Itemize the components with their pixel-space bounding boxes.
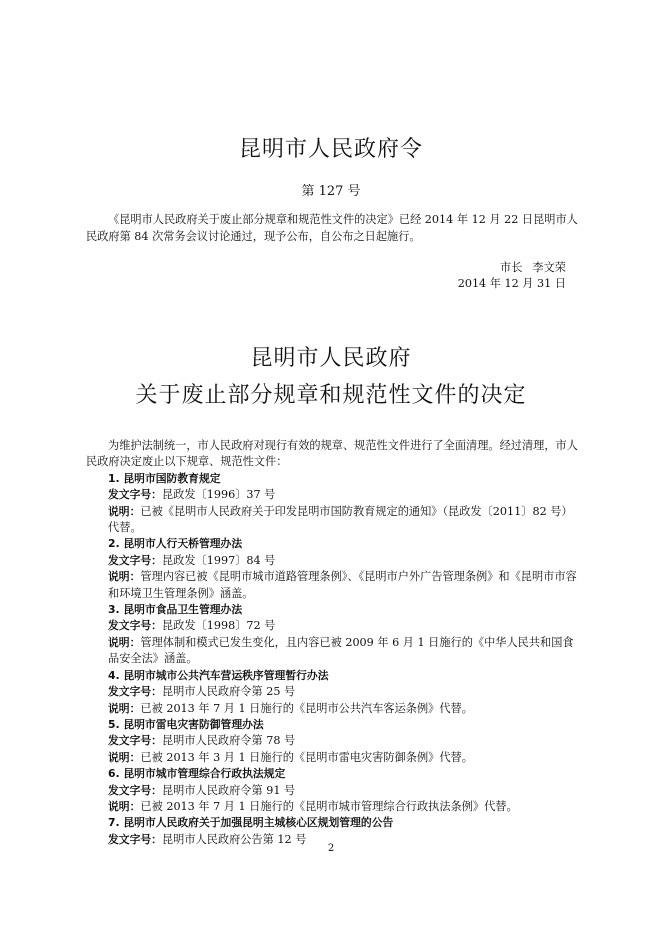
decision-title-line-1: 昆明市人民政府 (250, 346, 412, 371)
note-value: 已被 2013 年 7 月 1 日施行的《昆明市城市管理综合行政执法条例》代替。 (140, 799, 518, 813)
doc-number-value: 昆政发〔1996〕37 号 (161, 488, 276, 502)
item-doc-number (86, 618, 580, 634)
note-value: 已被《昆明市人民政府关于印发昆明市国防教育规定的通知》（昆政发〔2011〕82 号）代替。 (108, 504, 573, 535)
note-value: 管理内容已被《昆明市城市道路管理条例》、《昆明市户外广告管理条例》和《昆明市市容和环境卫生管理条例》涵盖。 (108, 570, 577, 600)
item-doc-number (86, 684, 580, 700)
note-label: 说明： (108, 635, 141, 649)
doc-label: 发文字号： (108, 488, 162, 502)
signature (500, 259, 566, 276)
order-title: 昆明市人民政府令 (238, 137, 423, 162)
doc-label: 发文字号： (108, 783, 162, 797)
item-doc-number (86, 733, 580, 749)
note-label: 说明： (108, 799, 141, 813)
order-date: 2014 年 12 月 31 日 (457, 277, 566, 290)
note-label: 说明： (108, 750, 141, 764)
item-title: 4. 昆明市城市公共汽车营运秩序管理暂行办法 (108, 668, 329, 682)
doc-label: 发文字号： (108, 619, 162, 633)
note-value: 管理体制和模式已发生变化，且内容已被 2009 年 6 月 1 日施行的《中华人民共和国食品安全法》涵盖。 (108, 635, 574, 666)
note-label: 说明： (108, 504, 141, 518)
order-text: 《昆明市人民政府关于废止部分规章和规范性文件的决定》已经 2014 年 12 月 22 日昆明市人民政府第 84 次常务会议讨论通过，现予公布，自公布之日起施行。 (86, 213, 578, 243)
doc-number-value: 昆明市人民政府令第 25 号 (161, 685, 296, 699)
item-title: 7. 昆明市人民政府关于加强昆明主城核心区规划管理的公告 (108, 816, 394, 830)
item-doc-number (86, 783, 580, 799)
item-title: 6. 昆明市城市管理综合行政执法规定 (108, 767, 286, 781)
note-value: 已被 2013 年 3 月 1 日施行的《昆明市雷电灾害防御条例》代替。 (140, 750, 473, 764)
item-title: 3. 昆明市食品卫生管理办法 (108, 603, 243, 617)
item-note (86, 569, 580, 602)
page-number: 2 (327, 843, 335, 854)
item-doc-number (86, 553, 580, 569)
item-title: 1. 昆明市国防教育规定 (108, 471, 221, 485)
item-note (86, 750, 580, 766)
decision-title (0, 340, 662, 414)
doc-number-value: 昆政发〔1998〕72 号 (161, 619, 276, 633)
doc-number-value: 昆明市人民政府令第 78 号 (161, 734, 296, 748)
signatory-name: 李文荣 (532, 261, 566, 274)
decision-title-line-2: 关于废止部分规章和规范性文件的决定 (135, 383, 527, 408)
item-note (86, 799, 580, 815)
item-note (86, 635, 580, 668)
item-note (86, 504, 580, 537)
note-value: 已被 2013 年 7 月 1 日施行的《昆明市公共汽车客运条例》代替。 (140, 701, 473, 715)
doc-number-value: 昆明市人民政府令第 91 号 (161, 783, 296, 797)
note-label: 说明： (108, 701, 141, 715)
item-title: 2. 昆明市人行天桥管理办法 (108, 537, 243, 551)
doc-label: 发文字号： (108, 685, 162, 699)
item-title: 5. 昆明市雷电灾害防御管理办法 (108, 717, 264, 731)
doc-label: 发文字号： (108, 832, 162, 846)
item-note (86, 701, 580, 717)
decision-body (86, 438, 580, 848)
doc-number-value: 昆明市人民政府公告第 12 号 (161, 832, 307, 846)
note-label: 说明： (108, 570, 141, 584)
doc-number-value: 昆政发〔1997〕84 号 (161, 553, 276, 567)
signatory-title: 市长 (500, 261, 523, 274)
item-doc-number (86, 487, 580, 503)
doc-label: 发文字号： (108, 734, 162, 748)
doc-label: 发文字号： (108, 553, 162, 567)
decision-intro: 为维护法制统一，市人民政府对现行有效的规章、规范性文件进行了全面清理。经过清理，市人民政府决定废止以下规章、规范性文件： (86, 439, 578, 469)
order-number: 第 127 号 (301, 184, 361, 199)
